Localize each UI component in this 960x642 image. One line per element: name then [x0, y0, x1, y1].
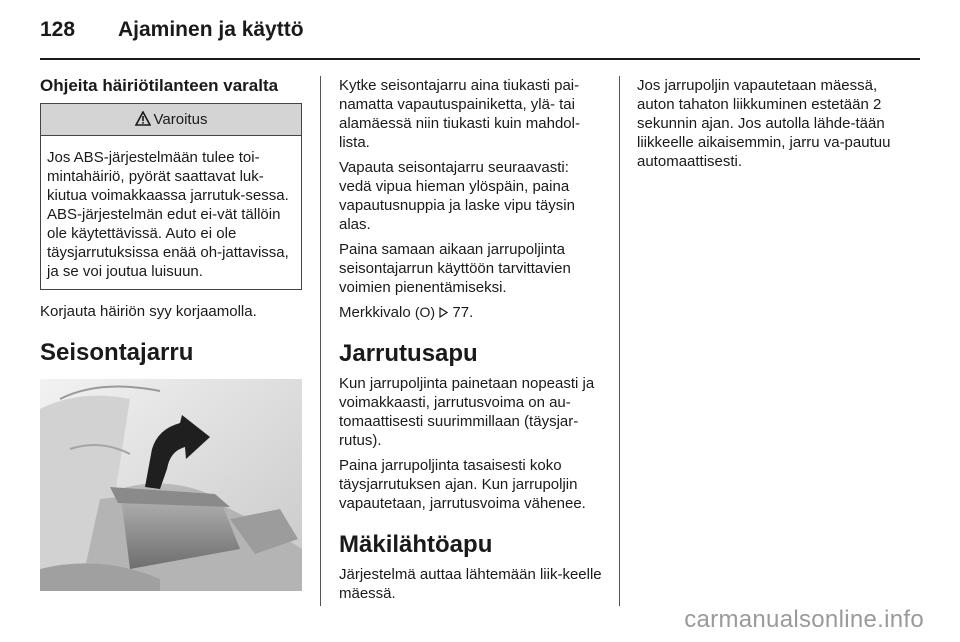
column-3 [637, 76, 907, 177]
body-paragraph: Vapauta seisontajarru seuraavasti: vedä vipua hieman ylöspäin, paina vapautusnuppia ja laske vipu täysin alas. [339, 159, 575, 233]
chapter-title: Ajaminen ja käyttö [118, 18, 304, 41]
section-title: Ohjeita häiriötilanteen varalta [40, 76, 279, 95]
parking-brake-illustration [40, 379, 302, 591]
parking-brake-lever-image [40, 379, 302, 591]
body-paragraph: Kytke seisontajarru aina tiukasti pai-namatta vapautuspainiketta, ylä- tai alamäessä niin tiukasti kuin mahdol-lista. [339, 77, 580, 151]
page-reference-icon [439, 307, 448, 318]
section-heading-jarrutusapu: Jarrutusapu [339, 340, 478, 367]
watermark: carmanualsonline.info [684, 606, 924, 633]
indicator-label: Merkkivalo [339, 304, 411, 321]
header-rule [40, 58, 920, 60]
reference-page: 77. [452, 304, 474, 321]
page-number: 128 [40, 18, 76, 41]
body-paragraph: Jos jarrupoljin vapautetaan mäessä, auton tahaton liikkuminen estetään 2 sekunnin ajan. Jos autolla lähde-tään liikkeelle aikaisemmin, jarru va-pautuu automaattisesti. [637, 77, 891, 170]
brake-warning-icon: (O) [414, 304, 436, 320]
column-1 [40, 76, 302, 591]
warning-triangle-icon [135, 111, 151, 126]
body-paragraph: Paina samaan aikaan jarrupoljinta seisontajarrun käyttöön tarvittavien voimien pienentämiseksi. [339, 241, 571, 296]
body-paragraph: Kun jarrupoljinta painetaan nopeasti ja voimakkaasti, jarrutusvoima on au-tomaattisesti suurimmillaan (täysjar-rutus). [339, 375, 595, 449]
body-paragraph: Korjauta häiriön syy korjaamolla. [40, 303, 257, 320]
warning-label: Varoitus [153, 111, 208, 128]
column-2 [339, 76, 603, 609]
column-divider-1 [320, 76, 321, 606]
page-header [40, 18, 304, 42]
column-divider-2 [619, 76, 620, 606]
warning-header [41, 104, 301, 136]
section-heading-seisontajarru: Seisontajarru [40, 339, 194, 366]
body-paragraph: Paina jarrupoljinta tasaisesti koko täysjarrutuksen ajan. Kun jarrupoljin vapautetaan, jarrutusvoima vähenee. [339, 457, 586, 512]
warning-text: Jos ABS-järjestelmään tulee toi-mintahäiriö, pyörät saattavat luk-kiutua voimakkaassa jarrutuk-sessa. ABS-järjestelmän edut ei-vät tällöin ole käytettävissä. Auto ei ole täysjarrutuksissa enää oh-jattavissa, ja se voi joutua luisuun. [47, 149, 289, 280]
body-paragraph: Järjestelmä auttaa lähtemään liik-keelle mäessä. [339, 566, 602, 602]
section-heading-makilahtoapu: Mäkilähtöapu [339, 531, 493, 558]
warning-box [40, 103, 302, 290]
indicator-reference [339, 303, 603, 322]
